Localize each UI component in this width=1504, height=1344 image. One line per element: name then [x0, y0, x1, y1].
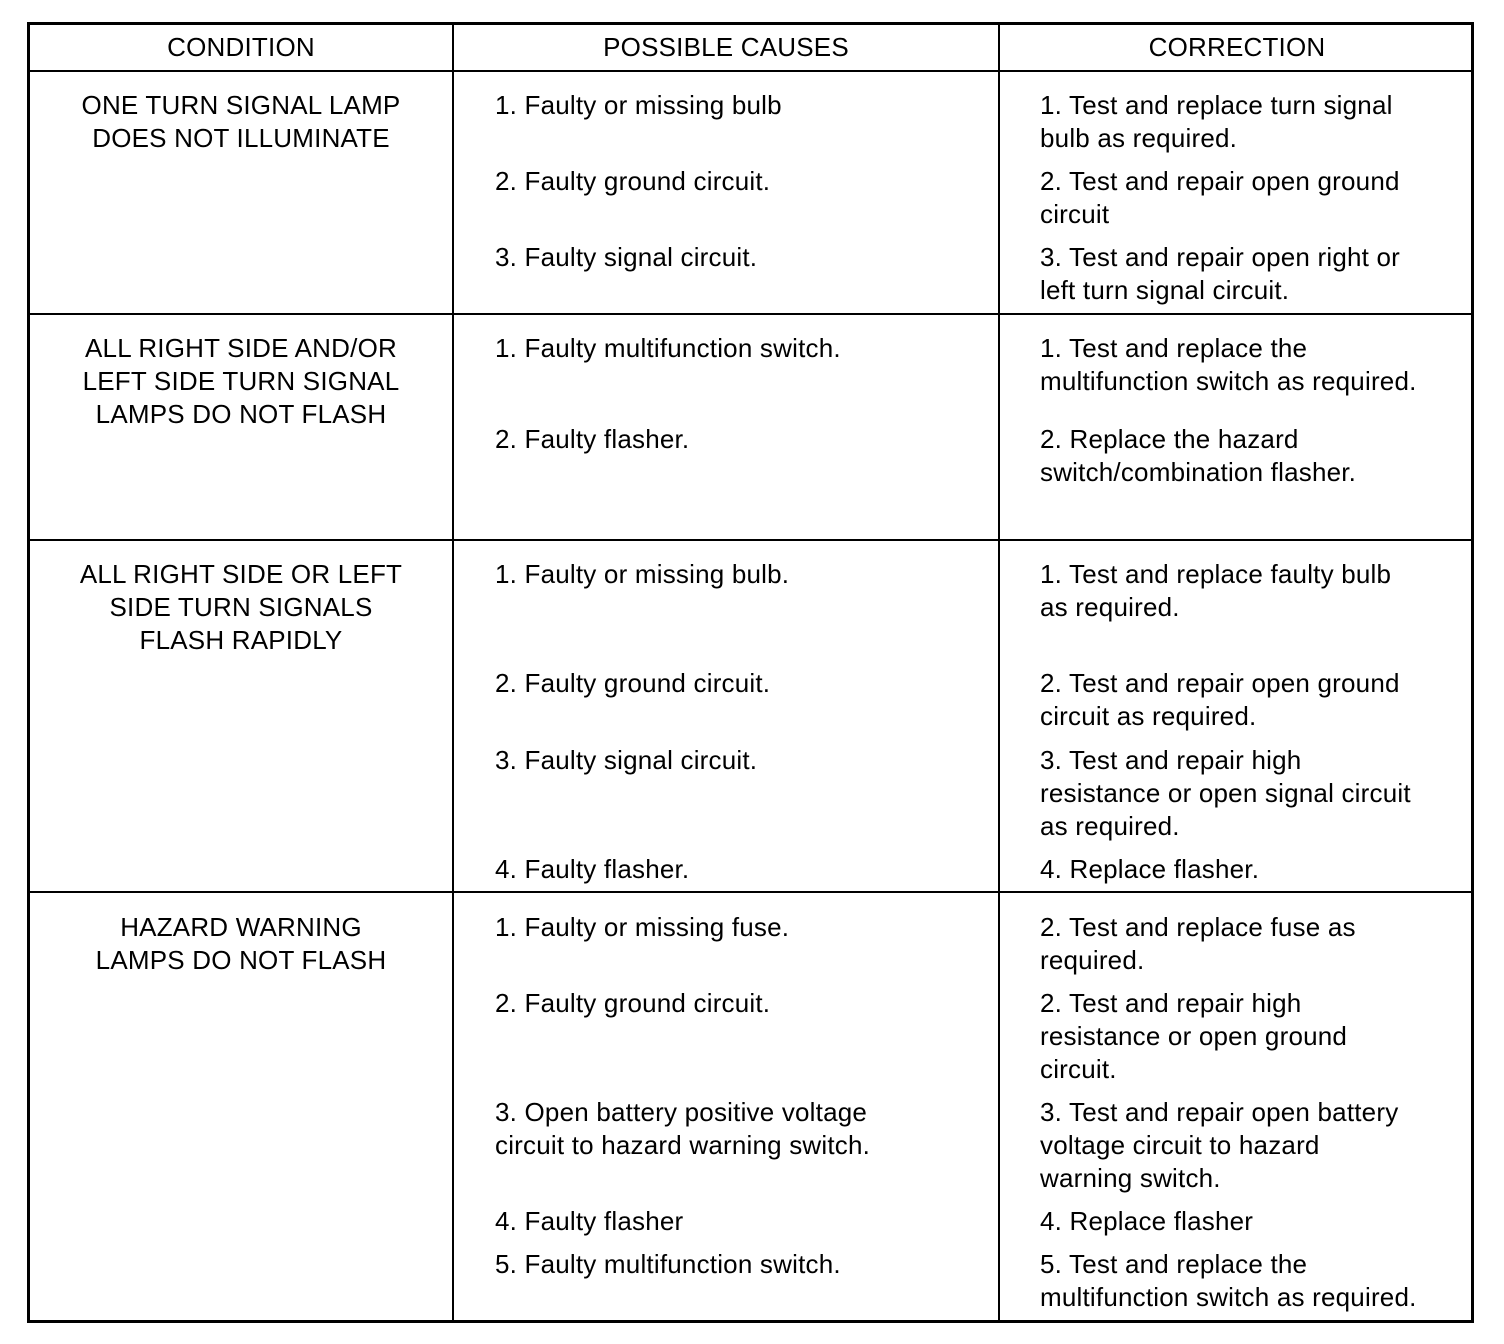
cause-item: 5. Faulty multifunction switch.	[495, 1249, 841, 1279]
cause-item: 3. Faulty signal circuit.	[495, 745, 758, 775]
correction-item: 4. Replace flasher	[1040, 1206, 1254, 1236]
cause-item: 3. Faulty signal circuit.	[495, 242, 758, 272]
condition-cell: ONE TURN SIGNAL LAMP DOES NOT ILLUMINATE	[81, 90, 401, 153]
correction-item: 3. Test and repair open battery voltage circuit to hazard warning switch.	[1040, 1097, 1399, 1193]
cause-item: 4. Faulty flasher.	[495, 854, 690, 884]
cause-item: 1. Faulty or missing bulb.	[495, 559, 790, 589]
header-possible-causes: POSSIBLE CAUSES	[603, 32, 849, 62]
correction-item: 1. Test and replace faulty bulb as required.	[1040, 559, 1392, 622]
cause-item: 4. Faulty flasher	[495, 1206, 684, 1236]
correction-item: 2. Test and repair open ground circuit	[1040, 166, 1400, 229]
cause-item: 2. Faulty ground circuit.	[495, 668, 771, 698]
condition-cell: ALL RIGHT SIDE AND/OR LEFT SIDE TURN SIGNAL LAMPS DO NOT FLASH	[82, 333, 400, 429]
column-divider	[998, 25, 1000, 1320]
correction-item: 2. Test and repair high resistance or open ground circuit.	[1040, 988, 1348, 1084]
column-divider	[452, 25, 454, 1320]
correction-item: 1. Test and replace turn signal bulb as required.	[1040, 90, 1393, 153]
diagnosis-table	[27, 22, 1474, 1323]
correction-item: 4. Replace flasher.	[1040, 854, 1260, 884]
condition-cell: HAZARD WARNING LAMPS DO NOT FLASH	[95, 912, 387, 975]
correction-item: 3. Test and repair high resistance or open signal circuit as required.	[1040, 745, 1411, 841]
cause-item: 1. Faulty multifunction switch.	[495, 333, 841, 363]
cause-item: 3. Open battery positive voltage circuit to hazard warning switch.	[495, 1097, 871, 1160]
correction-item: 2. Test and replace fuse as required.	[1040, 912, 1356, 975]
header-correction: CORRECTION	[1148, 32, 1326, 62]
row-divider	[30, 539, 1471, 541]
cause-item: 1. Faulty or missing bulb	[495, 90, 782, 120]
row-divider	[30, 313, 1471, 315]
row-divider	[30, 891, 1471, 893]
cause-item: 2. Faulty ground circuit.	[495, 988, 771, 1018]
cause-item: 1. Faulty or missing fuse.	[495, 912, 790, 942]
correction-item: 3. Test and repair open right or left turn signal circuit.	[1040, 242, 1401, 305]
cause-item: 2. Faulty ground circuit.	[495, 166, 771, 196]
correction-item: 2. Test and repair open ground circuit as required.	[1040, 668, 1400, 731]
cause-item: 2. Faulty flasher.	[495, 424, 690, 454]
row-divider	[30, 70, 1471, 72]
correction-item: 5. Test and replace the multifunction switch as required.	[1040, 1249, 1417, 1312]
header-condition: CONDITION	[167, 32, 315, 62]
condition-cell: ALL RIGHT SIDE OR LEFT SIDE TURN SIGNALS FLASH RAPIDLY	[79, 559, 403, 655]
correction-item: 1. Test and replace the multifunction switch as required.	[1040, 333, 1417, 396]
correction-item: 2. Replace the hazard switch/combination flasher.	[1040, 424, 1357, 487]
